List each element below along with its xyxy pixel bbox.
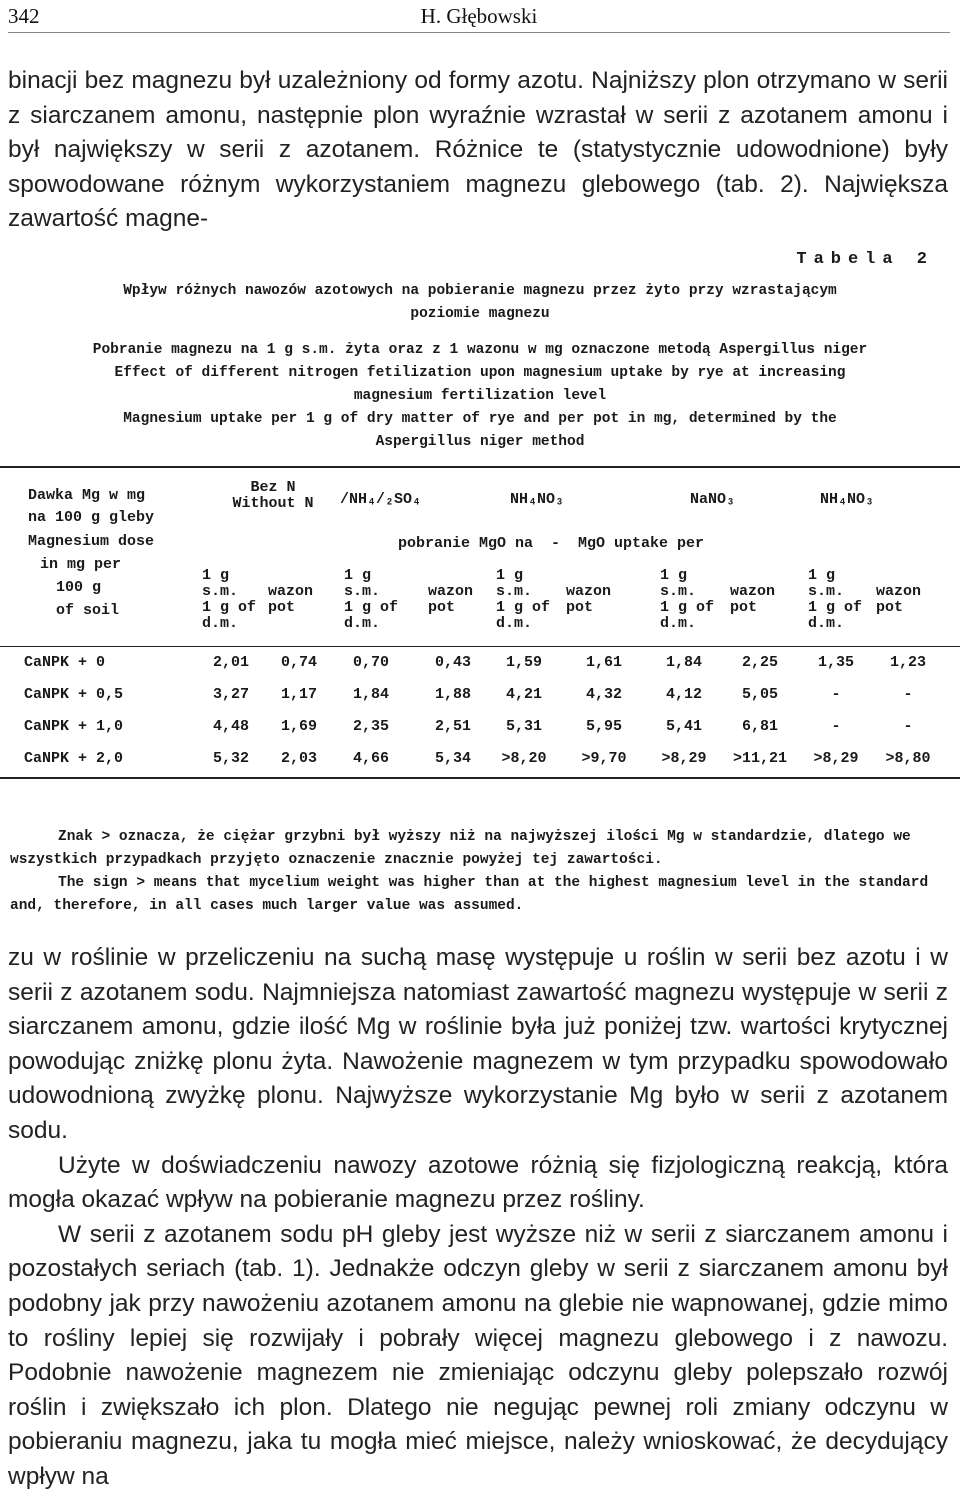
cell: 0,74 (280, 654, 317, 671)
cell: 1,59 (505, 654, 542, 671)
cell: 1,84 (352, 686, 389, 703)
cell: >8,80 (885, 750, 931, 767)
note-en: The sign > means that mycelium weight was higher than at the highest magnesium level in the standard and, therefore, in all cases much larger value was assumed. (10, 875, 929, 914)
stub-header-5: 100 g (56, 579, 102, 596)
cell: 5,05 (741, 686, 778, 703)
cell: >8,29 (661, 750, 707, 767)
cell: 2,03 (280, 750, 317, 767)
stub-header-4: in mg per (40, 556, 122, 573)
cell: 5,34 (434, 750, 471, 767)
caption-en: Effect of different nitrogen fetilization upon magnesium uptake by rye at increasing magnesium fertilization level (114, 365, 846, 404)
cell: 0,70 (352, 654, 389, 671)
cell: >11,21 (732, 750, 787, 767)
cell: 1,61 (585, 654, 622, 671)
cell: 5,95 (585, 718, 622, 735)
cell: 1,35 (817, 654, 854, 671)
body-text-bottom (8, 941, 948, 1495)
page-number: 342 (8, 4, 40, 28)
cell: >9,70 (581, 750, 627, 767)
stub-header-6: of soil (56, 602, 120, 619)
group-header-ammonium-sulphate: /NH₄/₂SO₄ (340, 491, 422, 508)
cell: 4,32 (585, 686, 622, 703)
subhdr-pot-5: wazon pot (876, 583, 922, 616)
uptake-header: pobranie MgO na - MgO uptake per (398, 535, 705, 552)
paragraph: zu w roślinie w przeliczeniu na suchą masę występuje u roślin w serii bez azotu i w serii z azotanem sodu. Najmniejsza natomiast zawartość magnezu występuje w serii z siarczanem amonu, gdzie ilość Mg w roślinie była już poniżej tzw. wartości krytycznej powodując zniżkę plonu żyta. Nawożenie magnezem w tym przypadku spowodowało udowodnioną zwyżkę plonu. Najwyższe wykorzystanie Mg było w serii z azotanem sodu. (8, 944, 948, 1144)
table-label: Tabela 2 (796, 250, 934, 269)
group-header-sodium-nitrate: NaNO₃ (690, 491, 736, 508)
cell: 1,17 (280, 686, 317, 703)
group-header-ammonium-nitrate-2: NH₄NO₃ (820, 491, 875, 508)
cell: 2,25 (741, 654, 778, 671)
cell: 3,27 (212, 686, 249, 703)
caption-pl: Wpływ różnych nawozów azotowych na pobieranie magnezu przez żyto przy wzrastającym poziomie magnezu (123, 283, 837, 322)
cell: 6,81 (741, 718, 778, 735)
cell: 1,88 (434, 686, 471, 703)
cell: - (903, 718, 913, 735)
subhdr-dm-2: 1 g s.m. 1 g of d.m. (344, 567, 399, 632)
row-label: CaNPK + 0,5 (24, 686, 124, 703)
group-header-without-n: Bez N Without N (232, 479, 314, 512)
cell: 4,12 (665, 686, 702, 703)
cell: 1,69 (280, 718, 317, 735)
row-label: CaNPK + 1,0 (24, 718, 124, 735)
subcaption-pl: Pobranie magnezu na 1 g s.m. żyta oraz z 1 wazonu w mg oznaczone metodą Aspergillus niger (92, 342, 868, 358)
group-header-ammonium-nitrate: NH₄NO₃ (510, 491, 565, 508)
cell: >8,29 (813, 750, 859, 767)
row-label: CaNPK + 2,0 (24, 750, 124, 767)
cell: 4,66 (352, 750, 389, 767)
cell: 5,41 (665, 718, 702, 735)
cell: 2,01 (212, 654, 249, 671)
row-label: CaNPK + 0 (24, 654, 106, 671)
cell: 4,21 (505, 686, 542, 703)
cell: - (831, 686, 841, 703)
subhdr-dm-1: 1 g s.m. 1 g of d.m. (202, 567, 257, 632)
running-author: H. Głębowski (420, 4, 538, 28)
subhdr-dm-5: 1 g s.m. 1 g of d.m. (808, 567, 863, 632)
cell: >8,20 (501, 750, 547, 767)
cell: - (903, 686, 913, 703)
cell: 2,35 (352, 718, 389, 735)
cell: 4,48 (212, 718, 249, 735)
subcaption-en: Magnesium uptake per 1 g of dry matter of rye and per pot in mg, determined by the Aspergillus niger method (123, 411, 837, 450)
cell: 1,84 (665, 654, 702, 671)
table-notes (10, 826, 950, 918)
cell: 5,32 (212, 750, 249, 767)
subhdr-dm-3: 1 g s.m. 1 g of d.m. (496, 567, 551, 632)
subhdr-pot-3: wazon pot (566, 583, 612, 616)
cell: - (831, 718, 841, 735)
cell: 5,31 (505, 718, 542, 735)
stub-header-2: na 100 g gleby (28, 509, 155, 526)
cell: 0,43 (434, 654, 471, 671)
subhdr-pot-2: wazon pot (428, 583, 474, 616)
stub-header-1: Dawka Mg w mg (28, 487, 146, 504)
cell: 1,23 (889, 654, 926, 671)
subhdr-pot-4: wazon pot (730, 583, 776, 616)
cell: 2,51 (434, 718, 471, 735)
note-pl: Znak > oznacza, że ciężar grzybni był wyższy niż na najwyższej ilości Mg w standardzie, dlatego we wszystkich przypadkach przyjęto oznaczenie znacznie powyżej tej zawartości. (10, 829, 911, 868)
paragraph: Użyte w doświadczeniu nawozy azotowe różnią się fizjologiczną reakcją, która mogła okazać wpływ na pobieranie magnezu przez rośliny. (8, 1151, 948, 1214)
subhdr-pot-1: wazon pot (268, 583, 314, 616)
stub-header-3: Magnesium dose (28, 533, 155, 550)
subhdr-dm-4: 1 g s.m. 1 g of d.m. (660, 567, 715, 632)
paragraph: W serii z azotanem sodu pH gleby jest wyższe niż w serii z siarczanem amonu i pozostałych seriach (tab. 1). Jednakże odczyn gleby w serii z siarczanem amonu był podobny jak przy nawożeniu azotanem amonu na glebie nie wapnowanej, gdzie mimo to rośliny lepiej się rozwijały i pobrały więcej magnezu glebowego i z nawozu. Podobnie nawożenie magnezem nie zmieniając odczynu gleby polepszało rozwój roślin i zwiększało ich plon. Dlatego nie negując pewnej roli zmiany odczynu w pobieraniu magnezu, jaka tu mogła mieć miejsce, należy wnioskować, że decydujący wpływ na (8, 1220, 948, 1490)
paragraph: binacji bez magnezu był uzależniony od formy azotu. Najniższy plon otrzymano w serii z siarczanem amonu, następnie plon wyraźnie wzrastał w serii z azotanem amonu i był największy w serii z azotanem. Różnice te (statystycznie udowodnione) były spowodowane różnym wykorzystaniem magnezu glebowego (tab. 2). Największa zawartość magne- (8, 67, 948, 233)
